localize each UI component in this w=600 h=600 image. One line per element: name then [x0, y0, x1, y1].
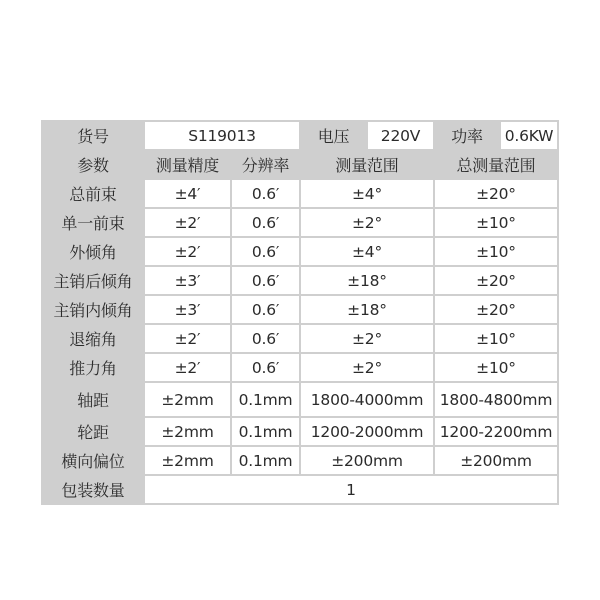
- total-range-cell: ±20°: [435, 296, 557, 323]
- package-row: [43, 476, 557, 503]
- total-range-cell: ±20°: [435, 180, 557, 207]
- table-row: [43, 209, 557, 236]
- range-cell: 1800-4000mm: [301, 383, 433, 416]
- column-header: 分辨率: [232, 151, 299, 178]
- range-cell: ±18°: [301, 267, 433, 294]
- resolution-cell: 0.6′: [232, 354, 299, 381]
- accuracy-cell: ±3′: [145, 296, 230, 323]
- accuracy-cell: ±3′: [145, 267, 230, 294]
- voltage-value: 220V: [368, 122, 433, 149]
- table-row: [43, 267, 557, 294]
- table-row: [43, 354, 557, 381]
- header-row: [43, 122, 557, 149]
- total-range-cell: ±200mm: [435, 447, 557, 474]
- column-header: 参数: [43, 151, 143, 178]
- param-name: 主销内倾角: [43, 296, 143, 323]
- item-no-value: S119013: [145, 122, 299, 149]
- power-label: 功率: [435, 122, 499, 149]
- param-name: 外倾角: [43, 238, 143, 265]
- table-row: [43, 383, 557, 416]
- accuracy-cell: ±2′: [145, 354, 230, 381]
- range-cell: ±2°: [301, 354, 433, 381]
- param-name: 轴距: [43, 383, 143, 416]
- total-range-cell: ±10°: [435, 354, 557, 381]
- column-header: 测量范围: [301, 151, 433, 178]
- column-header-row: [43, 151, 557, 178]
- range-cell: ±2°: [301, 209, 433, 236]
- range-cell: ±4°: [301, 238, 433, 265]
- voltage-label: 电压: [301, 122, 366, 149]
- spec-table: [41, 120, 559, 505]
- item-no-label: 货号: [43, 122, 143, 149]
- param-name: 横向偏位: [43, 447, 143, 474]
- table-row: [43, 296, 557, 323]
- table-row: [43, 325, 557, 352]
- resolution-cell: 0.6′: [232, 180, 299, 207]
- total-range-cell: 1800-4800mm: [435, 383, 557, 416]
- resolution-cell: 0.1mm: [232, 383, 299, 416]
- accuracy-cell: ±2′: [145, 209, 230, 236]
- table-row: [43, 238, 557, 265]
- power-value: 0.6KW: [501, 122, 557, 149]
- resolution-cell: 0.6′: [232, 325, 299, 352]
- param-name: 单一前束: [43, 209, 143, 236]
- total-range-cell: ±10°: [435, 238, 557, 265]
- range-cell: ±2°: [301, 325, 433, 352]
- range-cell: ±18°: [301, 296, 433, 323]
- package-label: 包装数量: [43, 476, 143, 503]
- param-name: 推力角: [43, 354, 143, 381]
- range-cell: ±200mm: [301, 447, 433, 474]
- table-row: [43, 418, 557, 445]
- total-range-cell: ±20°: [435, 267, 557, 294]
- resolution-cell: 0.6′: [232, 267, 299, 294]
- accuracy-cell: ±4′: [145, 180, 230, 207]
- column-header: 测量精度: [145, 151, 230, 178]
- column-header: 总测量范围: [435, 151, 557, 178]
- resolution-cell: 0.6′: [232, 209, 299, 236]
- range-cell: 1200-2000mm: [301, 418, 433, 445]
- accuracy-cell: ±2mm: [145, 447, 230, 474]
- resolution-cell: 0.6′: [232, 238, 299, 265]
- accuracy-cell: ±2mm: [145, 383, 230, 416]
- table-row: [43, 180, 557, 207]
- range-cell: ±4°: [301, 180, 433, 207]
- param-name: 主销后倾角: [43, 267, 143, 294]
- resolution-cell: 0.1mm: [232, 418, 299, 445]
- accuracy-cell: ±2′: [145, 238, 230, 265]
- resolution-cell: 0.1mm: [232, 447, 299, 474]
- package-value: 1: [145, 476, 557, 503]
- total-range-cell: ±10°: [435, 209, 557, 236]
- resolution-cell: 0.6′: [232, 296, 299, 323]
- param-name: 轮距: [43, 418, 143, 445]
- param-name: 退缩角: [43, 325, 143, 352]
- param-name: 总前束: [43, 180, 143, 207]
- accuracy-cell: ±2′: [145, 325, 230, 352]
- total-range-cell: ±10°: [435, 325, 557, 352]
- accuracy-cell: ±2mm: [145, 418, 230, 445]
- total-range-cell: 1200-2200mm: [435, 418, 557, 445]
- table-row: [43, 447, 557, 474]
